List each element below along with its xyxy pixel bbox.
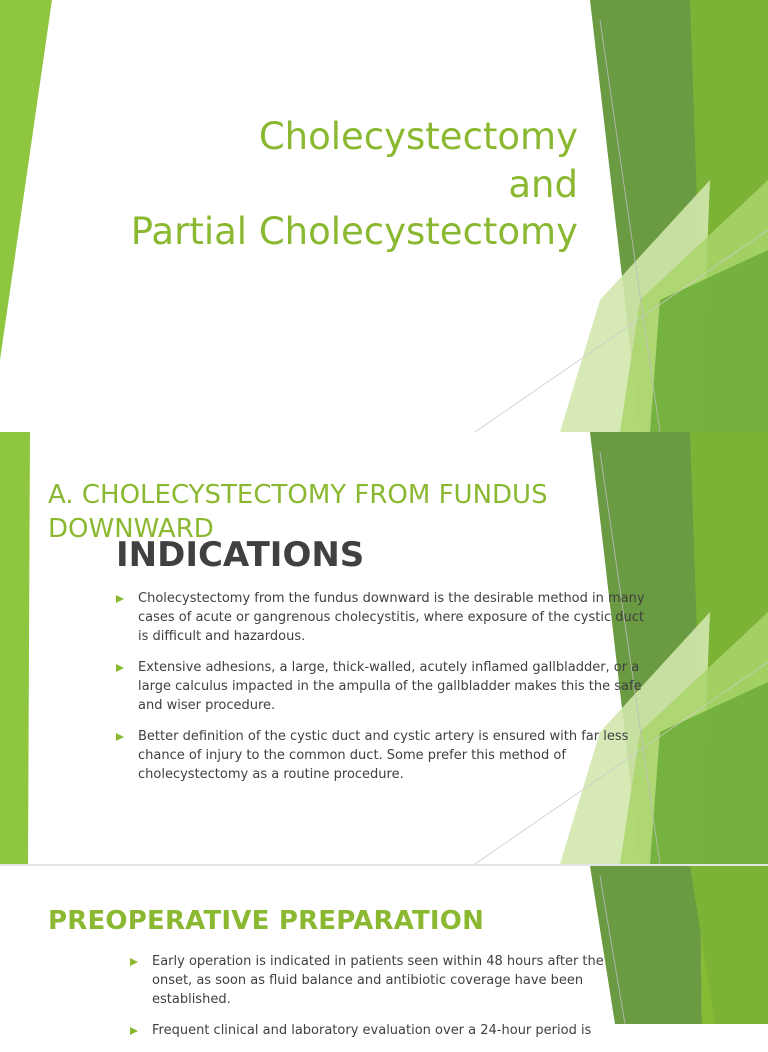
list-item: Better definition of the cystic duct and cystic artery is ensured with far less chance of injury to the common duct. Some prefer this method of cholecystectomy as a routine procedure. [116,727,650,784]
title-line-2: and [508,163,578,206]
preoperative-list [130,952,610,1052]
list-item: Cholecystectomy from the fundus downward is the desirable method in many cases of acute or gangrenous cholecystitis, where exposure of the cystic duct is difficult and hazardous. [116,589,650,646]
preoperative-heading: PREOPERATIVE PREPARATION [48,906,485,936]
title-line-3: Partial Cholecystectomy [130,210,578,253]
list-item: Extensive adhesions, a large, thick-walled, acutely inflamed gallbladder, or a large calculus impacted in the ampulla of the gallbladder makes this the safe and wiser procedure. [116,658,650,715]
bullet-arrow-icon [116,664,124,672]
indications-heading: INDICATIONS [116,535,365,575]
indications-list [116,589,650,796]
bullet-arrow-icon [116,733,124,741]
bullet-arrow-icon [116,595,124,603]
preoperative-slide [0,866,768,1038]
bullet-arrow-icon [130,1027,138,1035]
section-heading: A. CHOLECYSTECTOMY FROM FUNDUS DOWNWARD [48,480,548,544]
title-line-1: Cholecystectomy [258,115,578,158]
indications-slide [0,432,768,864]
list-item: Early operation is indicated in patients seen within 48 hours after the onset, as soon as fluid balance and antibiotic coverage have been established. [130,952,610,1009]
title-slide [0,0,768,432]
bullet-arrow-icon [130,958,138,966]
list-item: Frequent clinical and laboratory evaluation over a 24-hour period is [130,1021,610,1040]
